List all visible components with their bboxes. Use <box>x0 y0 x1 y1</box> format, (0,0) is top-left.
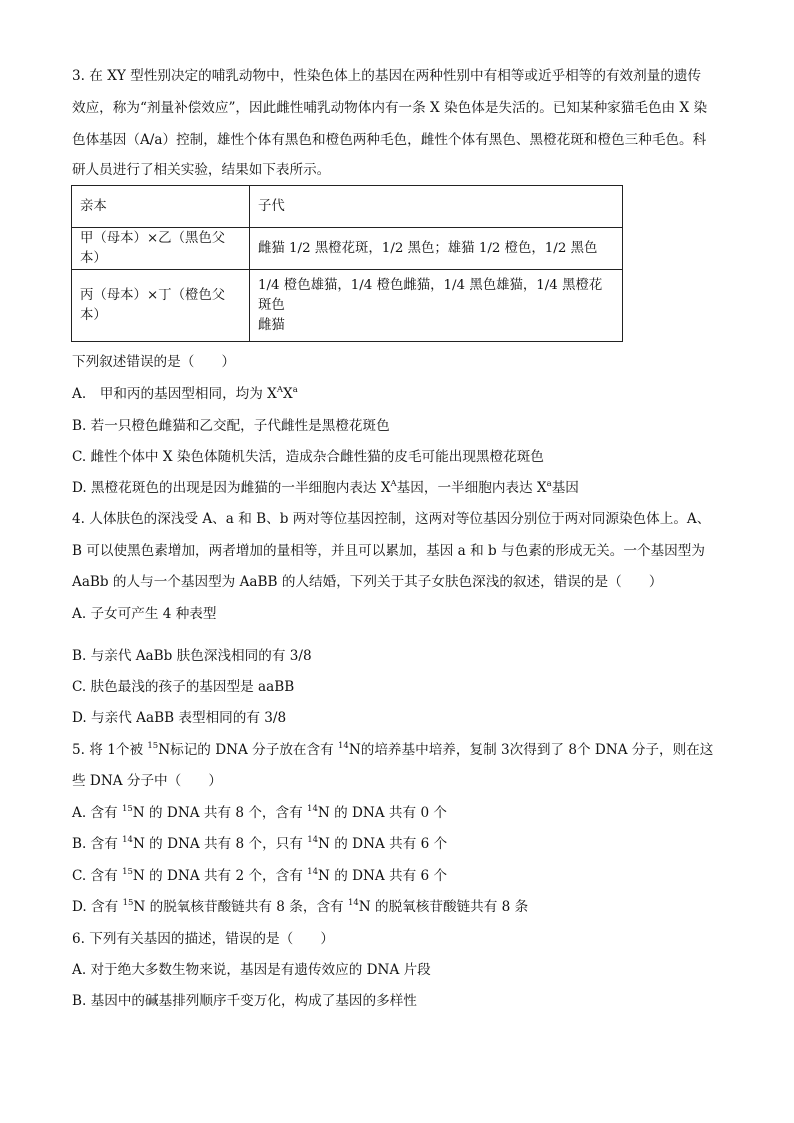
q3-text-line-1: 3. 在 XY 型性别决定的哺乳动物中，性染色体上的基因在两种性别中有相等或近乎相等的有效剂量的遗传 <box>72 68 702 84</box>
q4-option-c[interactable]: C. 肤色最浅的孩子的基因型是 aaBB <box>72 679 295 695</box>
q6-option-a[interactable]: A. 对于绝大多数生物来说，基因是有遗传效应的 DNA 片段 <box>72 962 431 978</box>
q5-text-line-2: 些 DNA 分子中（ ） <box>72 773 223 789</box>
q5-option-b-text-3: N 的 DNA 共有 6 个 <box>318 836 448 852</box>
header-parent: 亲本 <box>72 186 250 228</box>
q3-option-b[interactable]: B. 若一只橙色雌猫和乙交配，子代雌性是黑橙花斑色 <box>72 418 390 434</box>
superscript: a <box>546 479 552 489</box>
q5-option-b-text: B. 含有 <box>72 836 123 852</box>
row2-offspring <box>250 270 623 342</box>
header-offspring: 子代 <box>250 186 623 228</box>
superscript: 15 <box>122 867 133 877</box>
q4-text-line-2: B 可以使黑色素增加，两者增加的量相等，并且可以累加，基因 a 和 b 与色素的形成无关。一个基因型为 <box>72 543 705 559</box>
superscript: 15 <box>122 898 134 908</box>
q5-option-a[interactable] <box>72 803 447 823</box>
q5-option-c-text-2: N 的 DNA 共有 2 个，含有 <box>132 868 308 884</box>
q3-option-d-text: D. 黑橙花斑色的出现是因为雌猫的一半细胞内表达 X <box>72 480 391 496</box>
superscript: a <box>292 385 298 395</box>
superscript: 14 <box>122 835 133 845</box>
q3-option-c[interactable]: C. 雌性个体中 X 染色体随机失活，造成杂合雌性猫的皮毛可能出现黑橙花斑色 <box>72 449 544 465</box>
q3-option-a[interactable] <box>72 384 298 404</box>
q4-text-line-3: AaBb 的人与一个基因型为 AaBB 的人结婚，下列关于其子女肤色深浅的叙述，错误的是（ ） <box>72 574 663 590</box>
q3-option-d[interactable] <box>72 478 579 498</box>
row2-offspring-line-2: 雌猫 <box>258 317 285 333</box>
q5-option-b-text-2: N 的 DNA 共有 8 个，只有 <box>132 836 308 852</box>
q3-option-a-text: A. 甲和丙的基因型相同，均为 X <box>72 386 277 402</box>
q5-text-part: N标记的 DNA 分子放在含有 <box>158 742 339 758</box>
q3-text-line-2: 效应，称为“剂量补偿效应”，因此雌性哺乳动物体内有一条 X 染色体是失活的。已知某种家猫毛色由 X 染 <box>72 100 708 116</box>
q3-stem: 下列叙述错误的是（ ） <box>72 354 236 370</box>
q3-text-line-4: 研人员进行了相关实验，结果如下表所示。 <box>72 162 331 178</box>
q3-text-line-3: 色体基因（A/a）控制，雄性个体有黑色和橙色两种毛色，雌性个体有黑色、黑橙花斑和橙色三种毛色。科 <box>72 132 707 148</box>
superscript: 14 <box>307 804 318 814</box>
superscript: 14 <box>347 898 359 908</box>
q4-text-line-1: 4. 人体肤色的深浅受 A、a 和 B、b 两对等位基因控制，这两对等位基因分别位于两对同源染色体上。A、 <box>72 511 711 527</box>
superscript: A <box>390 479 397 489</box>
superscript: A <box>276 385 283 395</box>
q5-option-d-text-2: N 的脱氧核苷酸链共有 8 条，含有 <box>133 899 348 915</box>
q3-option-a-text-2: X <box>283 386 293 402</box>
q5-option-d-text: D. 含有 <box>72 899 123 915</box>
q5-option-a-text-2: N 的 DNA 共有 8 个，含有 <box>132 805 308 821</box>
q5-text-line-1 <box>72 740 713 760</box>
q6-option-b[interactable]: B. 基因中的碱基排列顺序千变万化，构成了基因的多样性 <box>72 993 417 1009</box>
q5-text-part: N的培养基中培养，复制 3次得到了 8个 DNA 分子，则在这 <box>348 742 714 758</box>
q5-option-c[interactable] <box>72 866 447 886</box>
q4-option-d[interactable]: D. 与亲代 AaBB 表型相同的有 3/8 <box>72 710 287 726</box>
q6-stem: 6. 下列有关基因的描述，错误的是（ ） <box>72 931 334 947</box>
row2-offspring-line-1: 1/4 橙色雄猫，1/4 橙色雌猫，1/4 黑色雄猫，1/4 黑橙花斑色 <box>258 277 603 313</box>
row1-offspring-text: 雌猫 1/2 黑橙花斑，1/2 黑色；雄猫 1/2 橙色，1/2 黑色 <box>258 240 598 256</box>
q5-option-b[interactable] <box>72 834 447 854</box>
q4-option-a[interactable]: A. 子女可产生 4 种表型 <box>72 606 217 622</box>
table-row <box>72 270 623 342</box>
q5-option-a-text: A. 含有 <box>72 805 122 821</box>
q5-option-d[interactable] <box>72 897 528 917</box>
cross-results-table <box>71 185 623 342</box>
superscript: 14 <box>338 741 349 751</box>
q3-option-d-text-3: 基因 <box>551 480 579 496</box>
table-header-row <box>72 186 623 228</box>
superscript: 14 <box>307 835 319 845</box>
table-row <box>72 228 623 270</box>
superscript: 15 <box>121 804 133 814</box>
q5-option-c-text: C. 含有 <box>72 868 123 884</box>
q5-text-part: 5. 将 1个被 <box>72 742 148 758</box>
q4-option-b[interactable]: B. 与亲代 AaBb 肤色深浅相同的有 3/8 <box>72 648 312 664</box>
q5-option-a-text-3: N 的 DNA 共有 0 个 <box>317 805 448 821</box>
row1-parent: 甲（母本）×乙（黑色父本） <box>72 228 250 270</box>
superscript: 15 <box>147 741 159 751</box>
row2-parent: 丙（母本）×丁（橙色父本） <box>72 270 250 342</box>
q3-option-d-text-2: 基因，一半细胞内表达 X <box>396 480 547 496</box>
q5-option-d-text-3: N 的脱氧核苷酸链共有 8 条 <box>358 899 529 915</box>
superscript: 14 <box>307 867 318 877</box>
row1-offspring <box>250 228 623 270</box>
q5-option-c-text-3: N 的 DNA 共有 6 个 <box>317 868 448 884</box>
